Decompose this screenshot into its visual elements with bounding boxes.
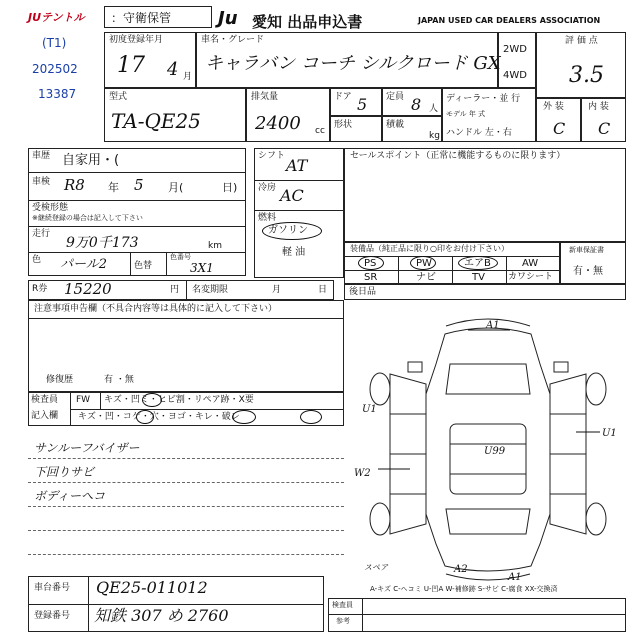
car-name-cell <box>196 32 501 88</box>
dealer-label: ディーラー・並 行 <box>446 94 521 104</box>
color-change-label: 色替 <box>134 261 153 271</box>
equipment-pw: PW <box>416 258 432 269</box>
sales-point-block <box>344 148 626 242</box>
equipment-aw: AW <box>522 258 539 269</box>
exterior-label: 外 装 <box>543 102 564 112</box>
car-name-value: キャラバン コーチ シルクロード GX <box>205 53 501 74</box>
exterior-cell <box>536 98 581 142</box>
shape-cell <box>330 116 382 142</box>
load-cell <box>382 116 442 142</box>
interior-value: C <box>598 119 611 138</box>
type-value: 自家用・( <box>62 153 120 168</box>
warranty-cell <box>560 242 626 284</box>
after-goods-block <box>344 284 626 300</box>
ac-value: AC <box>280 186 304 205</box>
drive-cell <box>498 32 536 88</box>
fuel-label: 燃料 <box>258 213 277 223</box>
mileage-value: 9万0千173 <box>66 235 139 251</box>
expiry-month: 月 <box>272 285 282 295</box>
ref-label: 参考 <box>336 617 350 625</box>
equipment-ps: PS <box>364 258 377 269</box>
displacement-value: 2400 <box>255 113 301 134</box>
mark-a1-rear: A1 <box>508 572 522 583</box>
mark-a2-rear: A2 <box>454 564 468 575</box>
mark-u99-roof: U99 <box>484 446 506 457</box>
mileage-label: 走行 <box>32 229 51 239</box>
model-cell <box>104 88 246 142</box>
interior-cell <box>581 98 626 142</box>
shape-label: 形状 <box>334 120 353 130</box>
brand-logo: JUテントル <box>28 11 85 24</box>
eval-label: 評 価 点 <box>565 36 598 46</box>
inspection-day-unit: 日) <box>222 181 238 194</box>
ac-label: 冷房 <box>258 183 277 193</box>
exterior-value: C <box>553 119 566 138</box>
note-underbody: 下回りサビ <box>34 465 95 479</box>
sales-point-label: セールスポイント（正常に機能するものに限ります） <box>350 151 566 161</box>
notes-label: 注意事項申告欄（不具合内容等は具体的に記入して下さい） <box>34 304 278 314</box>
tax-unit: 円 <box>170 285 180 295</box>
eval-score: 3.5 <box>569 63 604 88</box>
lot-line1: (T1) <box>42 36 67 50</box>
received-label: 受検形態 <box>32 203 69 213</box>
first-reg-month: 4 <box>167 59 179 80</box>
model-value: TA-QE25 <box>111 109 201 133</box>
month-unit: 月 <box>183 72 193 82</box>
fw-label: FW <box>76 395 91 405</box>
doors-value: 5 <box>357 95 368 114</box>
inspector-label: 検査員 <box>31 395 59 405</box>
first-reg-year: 17 <box>117 53 145 78</box>
tax-value: 15220 <box>64 280 112 298</box>
shift-value: AT <box>286 156 308 175</box>
storage-label-box <box>104 6 212 28</box>
lot-box <box>14 32 104 102</box>
color-value: パール2 <box>60 257 108 272</box>
lot-line3: 13387 <box>38 87 77 101</box>
inspection-month: 5 <box>134 176 144 194</box>
mark-a1-front: A1 <box>486 320 500 331</box>
color-code-label: 色番号 <box>170 253 191 261</box>
warranty-value: 有・無 <box>573 266 603 277</box>
car-diagram <box>350 304 626 584</box>
inspection-year-unit: 年 <box>108 181 119 194</box>
drive-2wd: 2WD <box>503 44 527 55</box>
warranty-label: 新車保証書 <box>569 246 604 254</box>
brand-logo-box <box>22 4 104 26</box>
capacity-unit: 人 <box>429 104 439 114</box>
fuel-diesel: 軽 油 <box>282 247 306 258</box>
displacement-label: 排気量 <box>251 92 279 102</box>
equipment-sr: SR <box>364 272 378 283</box>
chassis-value: QE25-011012 <box>96 578 208 597</box>
expiry-label: 名変期限 <box>192 285 229 295</box>
mark-u1-right: U1 <box>602 428 617 439</box>
inspection-label: 車検 <box>32 177 51 187</box>
handle-label: ハンドル 左・右 <box>446 128 512 138</box>
reg-value: 知鉄 307 め 2760 <box>94 606 229 625</box>
mark-w2-left: W2 <box>354 468 371 479</box>
eval-cell <box>536 32 626 98</box>
equipment-navi: ナビ <box>416 272 436 283</box>
dealer-cell <box>442 88 536 142</box>
displacement-cell <box>246 88 330 142</box>
mileage-unit: km <box>208 241 222 251</box>
org-logo: Ju <box>218 8 238 29</box>
ref-block <box>328 598 626 632</box>
note-sunroof: サンルーフバイザー <box>34 441 140 455</box>
received-note: ※継続登録の場合は記入して下さい <box>32 214 143 222</box>
inspection-era: R8 <box>64 176 85 194</box>
form-title: 愛知 出品申込書 <box>252 13 363 31</box>
lot-line2: 202502 <box>32 62 78 76</box>
diagram-legend: A-キズ C-ヘコミ U-凹A W-補修跡 S-サビ C-腐食 XX-交換済 <box>370 585 558 593</box>
equipment-leather-seat: カワシート <box>508 272 554 282</box>
interior-label: 内 装 <box>588 102 609 112</box>
note-body: ボディーへコ <box>34 489 106 503</box>
inspection-month-unit: 月( <box>168 181 184 194</box>
damage-row1: キズ・凹ミ・ヒビ割・リペア跡・X要 <box>104 395 254 405</box>
pw-circle <box>410 256 436 270</box>
equipment-label: 装備品（純正品に限り○印をお付け下さい） <box>350 244 509 253</box>
repair-value: 有 ・無 <box>104 375 134 385</box>
equipment-airbag: エアB <box>464 258 491 269</box>
airbag-circle <box>458 256 498 270</box>
capacity-cell <box>382 88 442 116</box>
reg-label: 登録番号 <box>34 611 71 621</box>
shift-label: シフト <box>258 151 286 161</box>
tax-label: R券 <box>32 284 48 294</box>
kg-unit: kg <box>429 131 440 141</box>
doors-cell <box>330 88 382 116</box>
mark-u1-left: U1 <box>362 404 377 415</box>
chassis-label: 車台番号 <box>34 583 71 593</box>
capacity-label: 定員 <box>386 92 405 102</box>
form-title-en: JAPAN USED CAR DEALERS ASSOCIATION <box>418 16 601 25</box>
ps-circle <box>358 256 384 270</box>
storage-label: ：守衛保管 <box>111 11 172 25</box>
car-name-label: 車名・グレード <box>201 35 265 45</box>
doors-label: ドア <box>334 92 352 102</box>
equipment-tv: TV <box>472 272 485 283</box>
type-label: 車歴 <box>32 151 51 161</box>
mark-spare: スペア <box>364 563 388 572</box>
drive-4wd: 4WD <box>503 70 527 81</box>
capacity-value: 8 <box>411 95 422 114</box>
cc-unit: cc <box>315 126 325 136</box>
color-label: 色 <box>32 255 42 265</box>
model-label: 型式 <box>109 92 128 102</box>
first-reg-label: 初度登録年月 <box>109 35 164 45</box>
after-goods-label: 後日品 <box>349 287 377 297</box>
inspector-ref-label: 検査員 <box>332 601 353 609</box>
expiry-day: 日 <box>318 285 328 295</box>
load-label: 積載 <box>386 120 405 130</box>
color-code-value: 3X1 <box>190 261 214 275</box>
model-year-label: モデル 年 式 <box>446 110 486 118</box>
entry-label: 記入欄 <box>31 411 59 421</box>
damage-row2: キズ・凹・コゲ・穴・ヨゴ・キレ・破レ <box>78 412 240 422</box>
fuel-gas: ガソリン <box>268 225 308 236</box>
repair-label: 修復歴 <box>46 375 74 385</box>
first-reg-cell <box>104 32 196 88</box>
